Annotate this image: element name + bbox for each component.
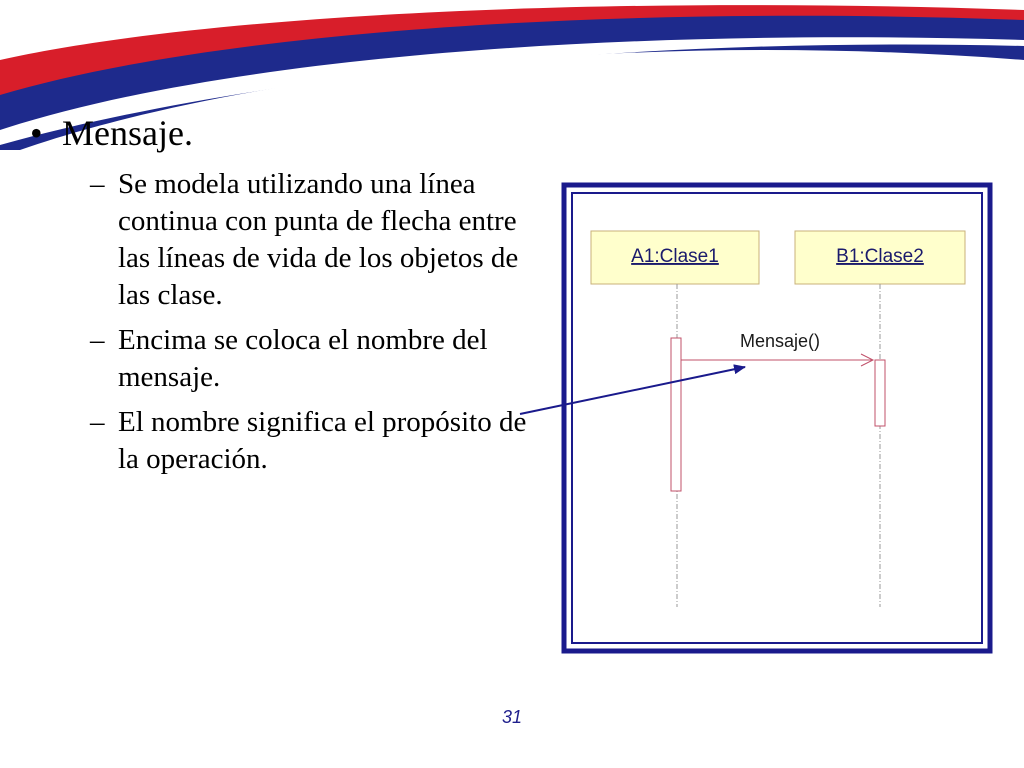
activation-a1 — [671, 338, 681, 491]
object-b1 — [795, 231, 965, 284]
page-number: 31 — [501, 707, 523, 727]
main-bullet-text: Mensaje. — [62, 113, 193, 153]
object-b1-label: B1:Clase2 — [836, 246, 924, 267]
message-label: Mensaje() — [739, 331, 821, 351]
dash-mark: – — [90, 406, 105, 438]
dash-mark: – — [90, 324, 105, 356]
sub-bullet-text: Encima se coloca el nombre del mensaje. — [118, 324, 488, 393]
object-a1-label: A1:Clase1 — [631, 246, 719, 267]
sub-bullet-text: Se modela utilizando una línea continua con punta de flecha entre las líneas de vida de los objetos de las clase. — [118, 168, 519, 311]
sub-bullet-text: El nombre significa el propósito de la operación. — [118, 406, 527, 475]
dash-mark: – — [90, 168, 105, 200]
activation-b1 — [875, 360, 885, 426]
bullet-mark: • — [30, 113, 43, 153]
object-a1 — [591, 231, 759, 284]
pointer-arrow — [520, 367, 745, 414]
